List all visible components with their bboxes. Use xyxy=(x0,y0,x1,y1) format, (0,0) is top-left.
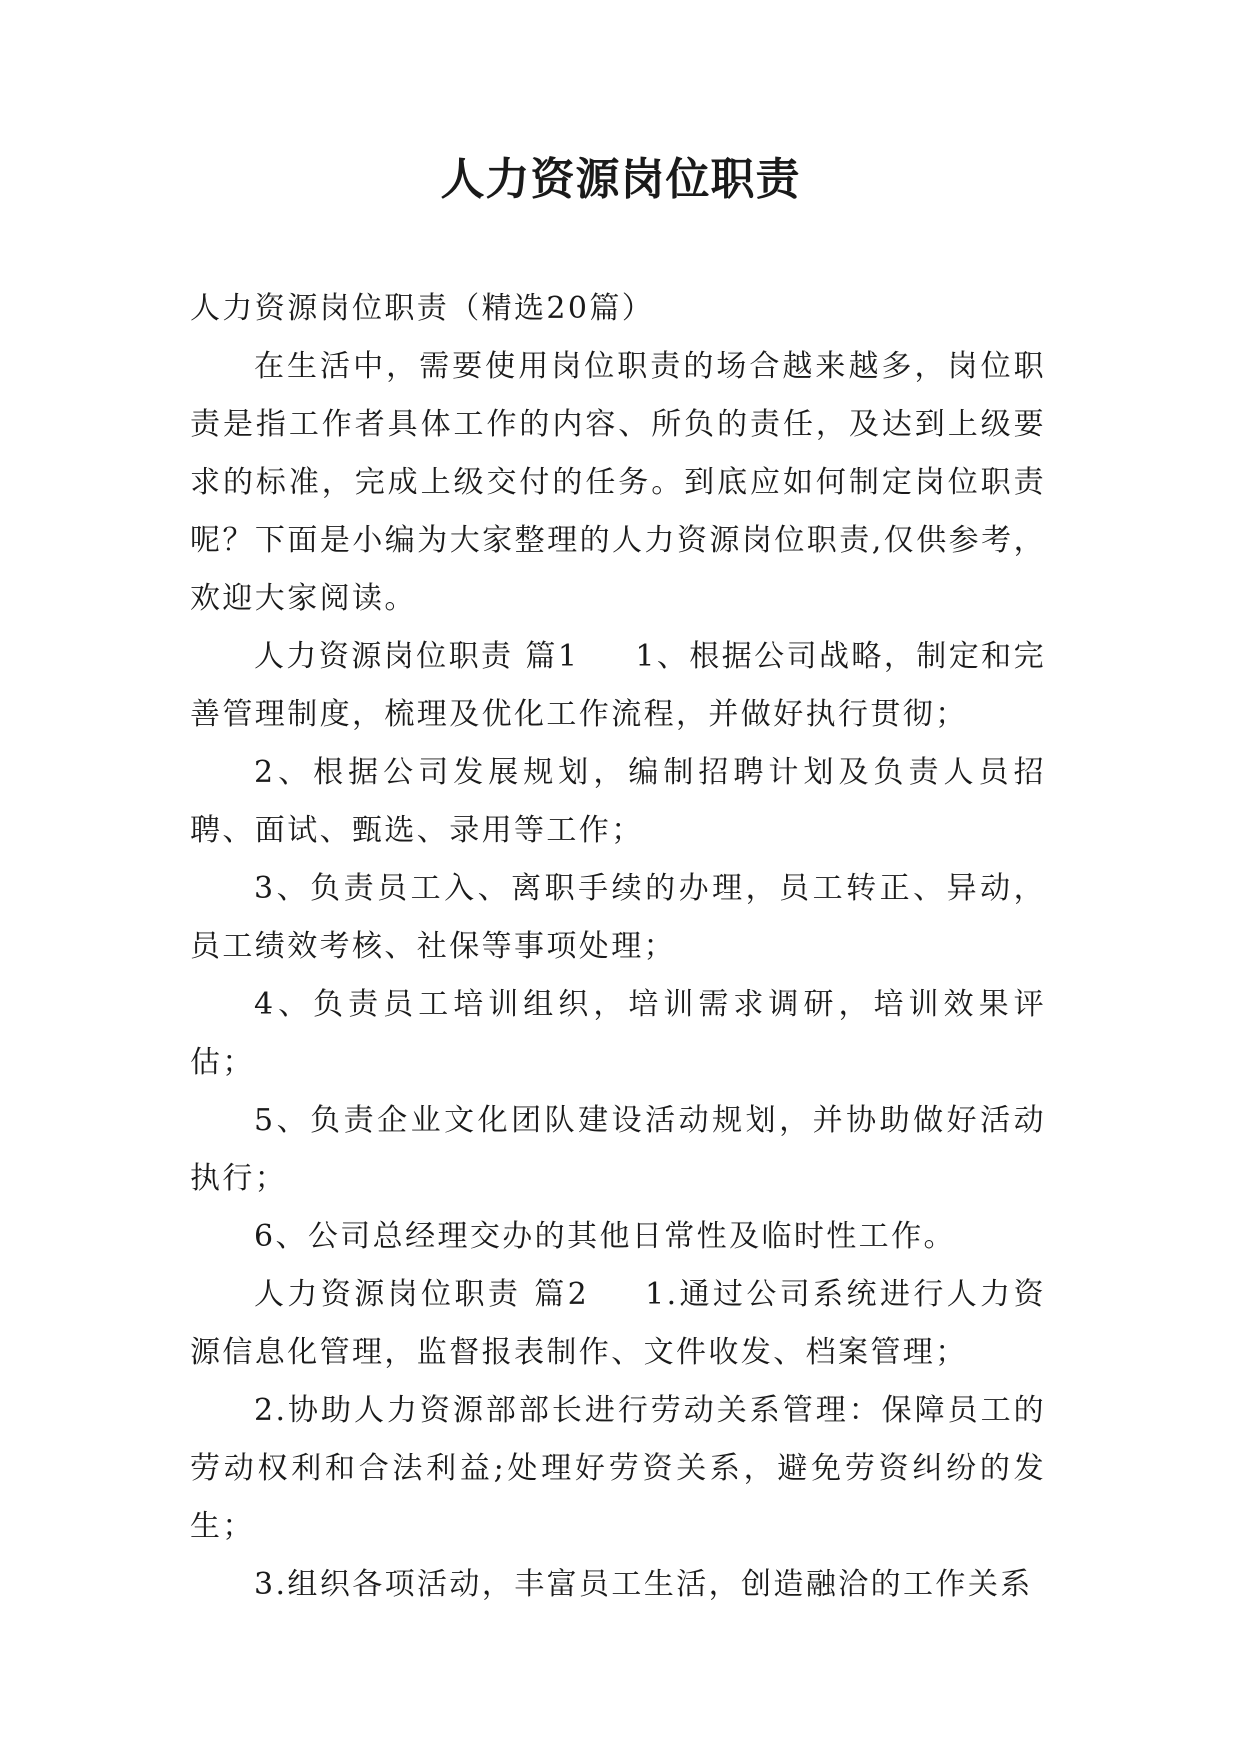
document-body xyxy=(190,280,1046,1614)
section-1-paragraph xyxy=(190,628,1046,744)
intro-paragraph: 在生活中，需要使用岗位职责的场合越来越多，岗位职责是指工作者具体工作的内容、所负的责任，及达到上级要求的标准，完成上级交付的任务。到底应如何制定岗位职责呢？下面是小编为大家整理的人力资源岗位职责,仅供参考，欢迎大家阅读。 xyxy=(190,349,1046,616)
section-heading: 人力资源岗位职责 篇1 xyxy=(254,639,580,674)
list-item: 3.组织各项活动，丰富员工生活，创造融洽的工作关系 xyxy=(254,1567,1033,1602)
list-item: 2、根据公司发展规划，编制招聘计划及负责人员招聘、面试、甄选、录用等工作； xyxy=(190,755,1046,848)
document-title: 人力资源岗位职责 xyxy=(440,154,801,205)
list-item: 6、公司总经理交办的其他日常性及临时性工作。 xyxy=(254,1219,956,1254)
list-item: 4、负责员工培训组织，培训需求调研，培训效果评估； xyxy=(190,987,1046,1080)
list-item: 2.协助人力资源部部长进行劳动关系管理：保障员工的劳动权利和合法利益;处理好劳资关系，避免劳资纠纷的发生； xyxy=(190,1393,1046,1544)
list-item: 1、根据公司战略，制定和完善管理制度，梳理及优化工作流程，并做好执行贯彻； xyxy=(190,639,1046,732)
list-item: 5、负责企业文化团队建设活动规划，并协助做好活动执行； xyxy=(190,1103,1046,1196)
section-heading: 人力资源岗位职责 篇2 xyxy=(254,1277,590,1312)
section-2-paragraph xyxy=(190,1266,1046,1382)
list-item: 3、负责员工入、离职手续的办理，员工转正、异动，员工绩效考核、社保等事项处理； xyxy=(190,871,1046,964)
list-item: 1.通过公司系统进行人力资源信息化管理，监督报表制作、文件收发、档案管理； xyxy=(190,1277,1046,1370)
document-subtitle: 人力资源岗位职责（精选20篇） xyxy=(190,291,655,326)
